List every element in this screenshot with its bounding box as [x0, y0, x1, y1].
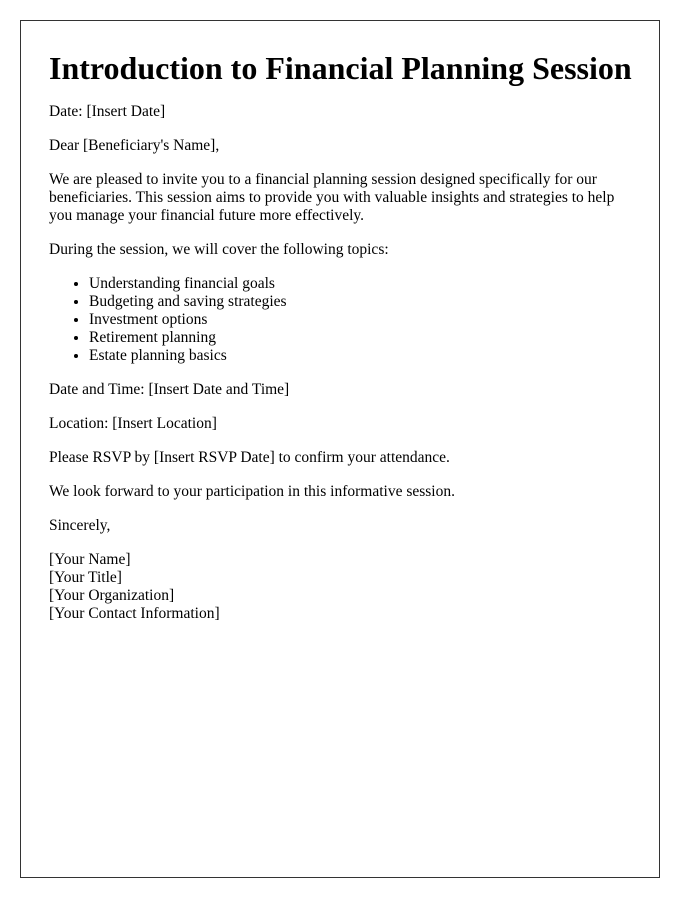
signature-contact: [Your Contact Information]: [49, 605, 220, 622]
topics-intro: During the session, we will cover the following topics:: [49, 241, 389, 258]
letter-content: [49, 49, 639, 623]
signature-title: [Your Title]: [49, 569, 122, 586]
topic-item: • Estate planning basics: [89, 347, 639, 365]
topics-list: [49, 275, 639, 365]
rsvp-line: Please RSVP by [Insert RSVP Date] to confirm your attendance.: [49, 449, 450, 466]
letter-page: [20, 20, 660, 878]
signature-name: [Your Name]: [49, 551, 131, 568]
topic-item: • Understanding financial goals: [89, 275, 639, 293]
signature-organization: [Your Organization]: [49, 587, 175, 604]
sign-off: Sincerely,: [49, 517, 111, 534]
topic-item: • Investment options: [89, 311, 639, 329]
salutation: Dear [Beneficiary's Name],: [49, 137, 220, 154]
letter-title: Introduction to Financial Planning Session: [49, 50, 632, 86]
date-time-line: Date and Time: [Insert Date and Time]: [49, 381, 290, 398]
closing-paragraph: We look forward to your participation in this informative session.: [49, 483, 455, 500]
location-line: Location: [Insert Location]: [49, 415, 217, 432]
date-line: Date: [Insert Date]: [49, 103, 166, 120]
topic-item: • Retirement planning: [89, 329, 639, 347]
signature-block: [49, 551, 639, 623]
intro-paragraph: We are pleased to invite you to a financial planning session designed specifically for our beneficiaries. This session aims to provide you with valuable insights and strategies to help you manage your financial future more effectively.: [49, 171, 615, 224]
topic-item: • Budgeting and saving strategies: [89, 293, 639, 311]
